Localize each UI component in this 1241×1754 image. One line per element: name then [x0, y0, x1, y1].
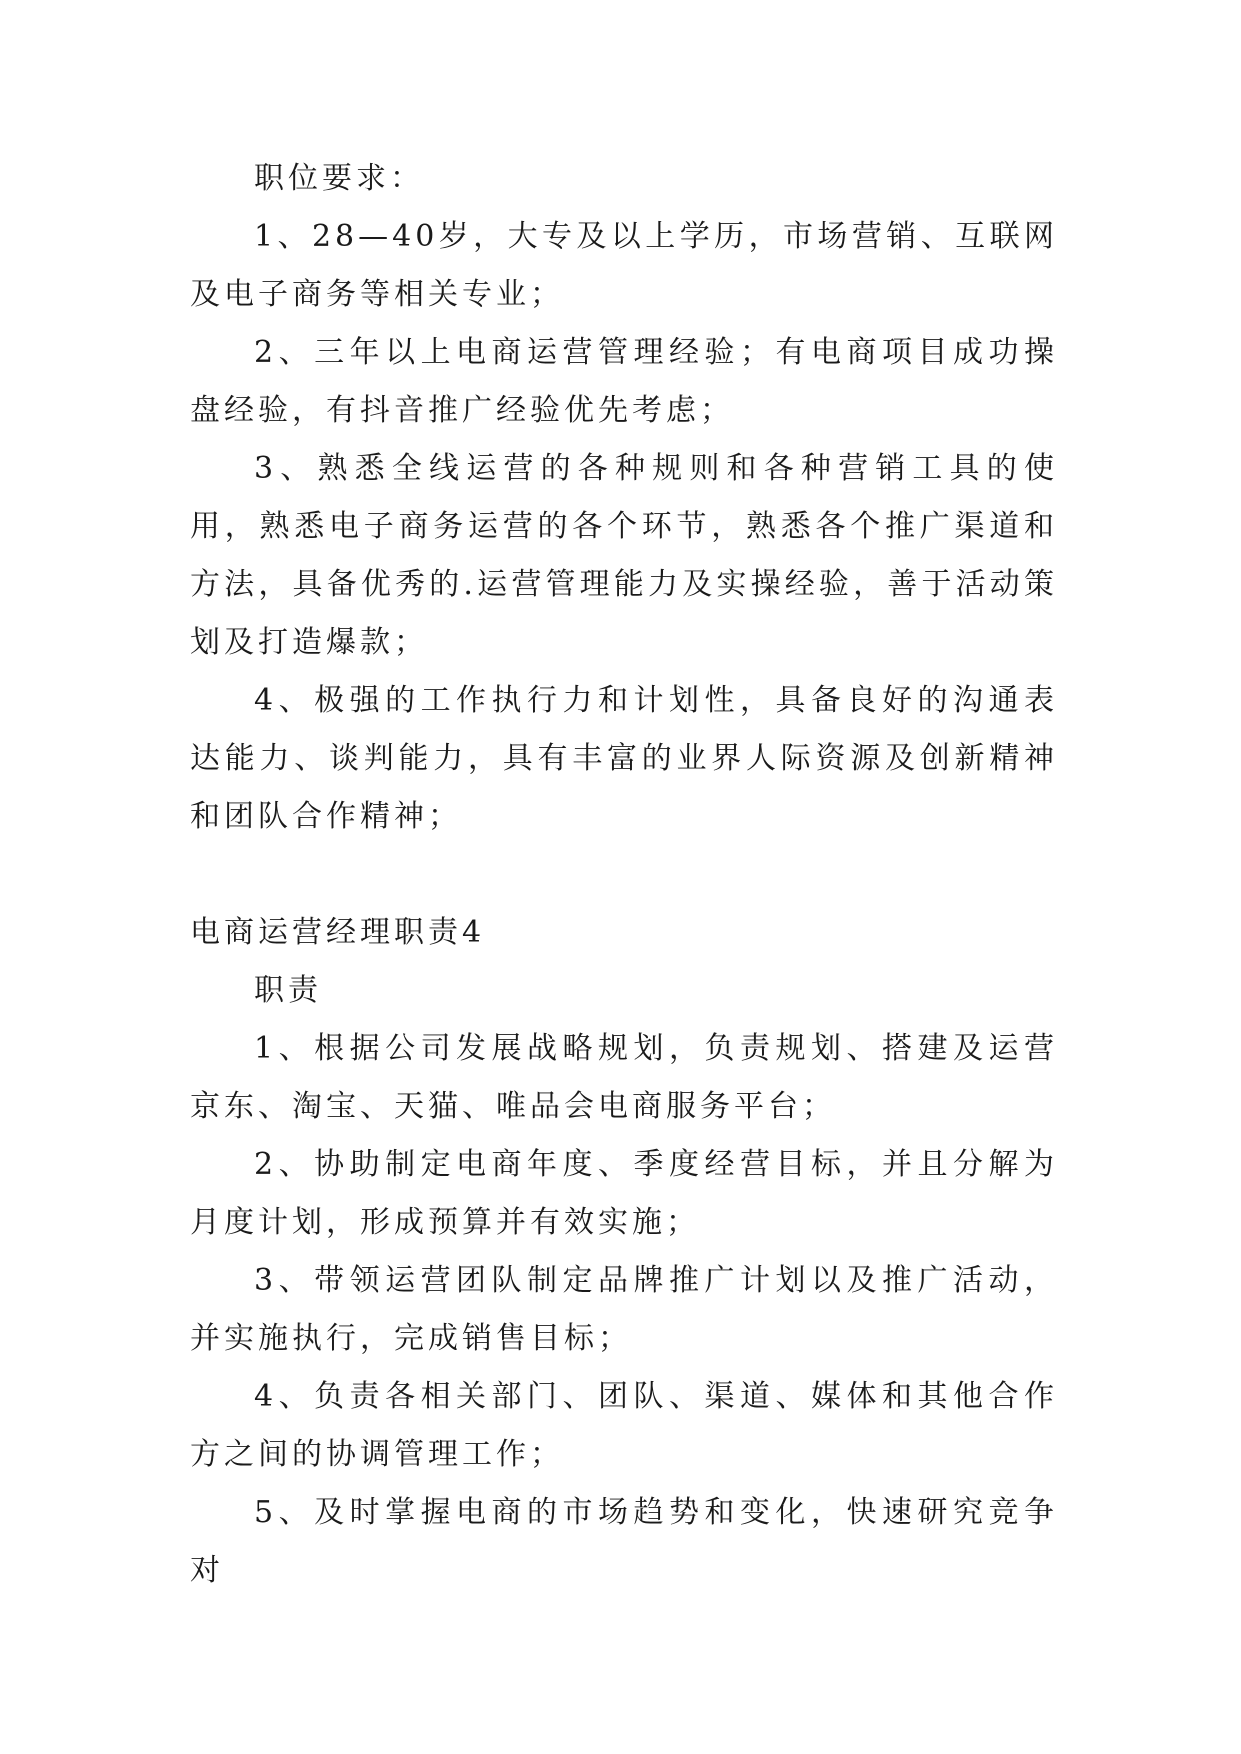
- section-heading-manager-duties-4: 电商运营经理职责4: [190, 915, 486, 950]
- duty-item-1: 1、根据公司发展战略规划，负责规划、搭建及运营京东、淘宝、天猫、唯品会电商服务平台；: [190, 1031, 1058, 1124]
- duty-item-2: 2、协助制定电商年度、季度经营目标，并且分解为月度计划，形成预算并有效实施；: [190, 1147, 1058, 1240]
- requirement-item-2: 2、三年以上电商运营管理经验；有电商项目成功操盘经验，有抖音推广经验优先考虑；: [190, 335, 1058, 428]
- requirement-item-3: 3、熟悉全线运营的各种规则和各种营销工具的使用，熟悉电子商务运营的各个环节，熟悉各个推广渠道和方法，具备优秀的.运营管理能力及实操经验，善于活动策划及打造爆款；: [190, 451, 1058, 660]
- section-subtitle-duties: 职责: [254, 973, 322, 1008]
- requirement-item-1: 1、28—40岁，大专及以上学历，市场营销、互联网及电子商务等相关专业；: [190, 219, 1058, 312]
- duty-item-3: 3、带领运营团队制定品牌推广计划以及推广活动，并实施执行，完成销售目标；: [190, 1263, 1058, 1356]
- duty-item-4: 4、负责各相关部门、团队、渠道、媒体和其他合作方之间的协调管理工作；: [190, 1379, 1058, 1472]
- duty-item-5: 5、及时掌握电商的市场趋势和变化，快速研究竞争对: [190, 1495, 1058, 1588]
- document-body: [190, 150, 1058, 1600]
- requirement-item-4: 4、极强的工作执行力和计划性，具备良好的沟通表达能力、谈判能力，具有丰富的业界人际资源及创新精神和团队合作精神；: [190, 683, 1058, 834]
- section-gap: [190, 846, 1058, 904]
- section-title-job-requirements: 职位要求：: [254, 161, 424, 196]
